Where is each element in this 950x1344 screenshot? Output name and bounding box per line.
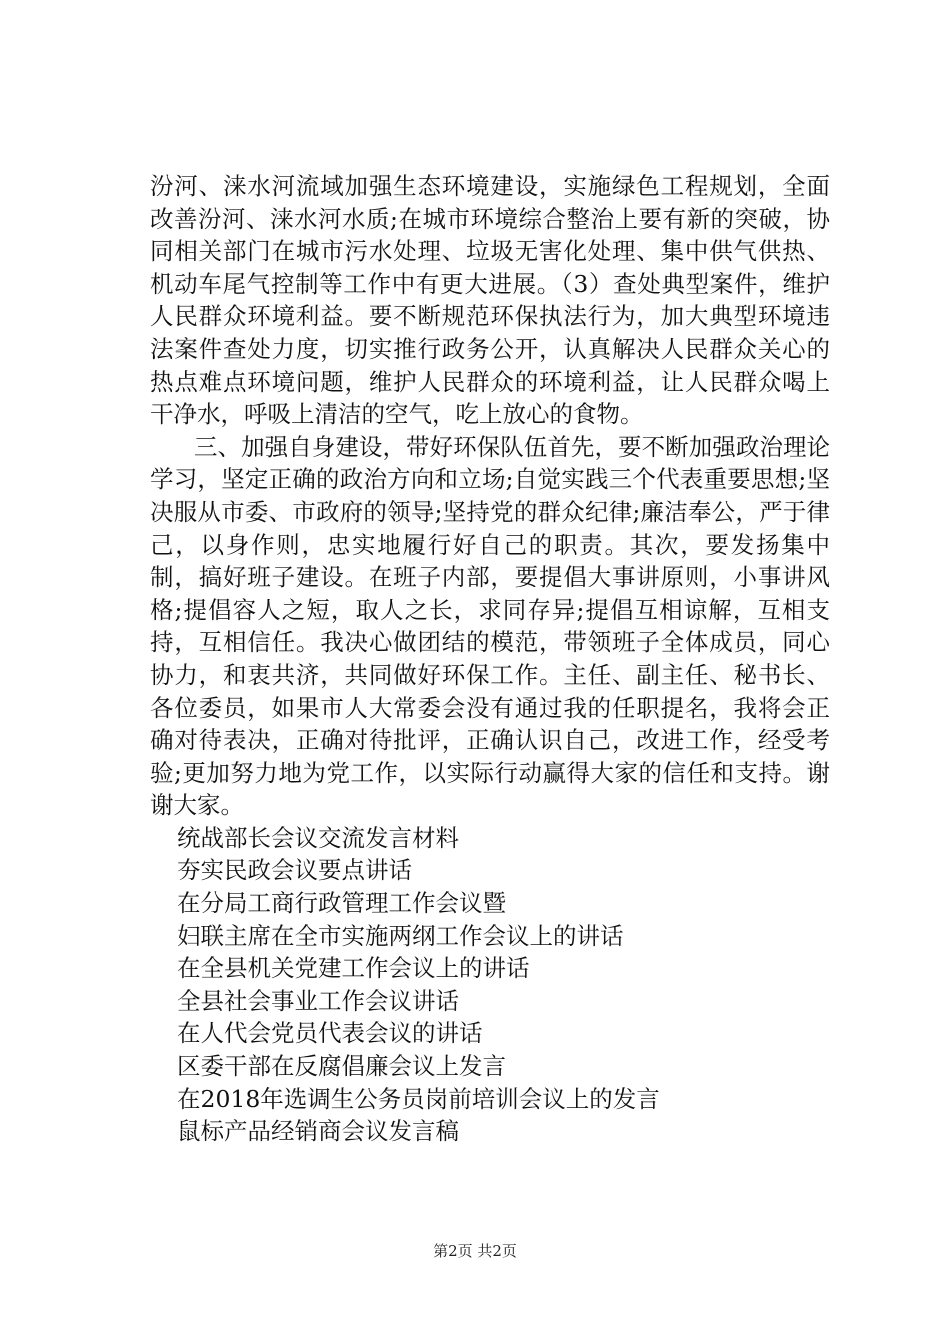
page-number-label: 第2页 共2页 [433,1242,517,1260]
related-title-item: 在人代会党员代表会议的讲话 [177,1019,483,1048]
related-title-item: 区委干部在反腐倡廉会议上发言 [177,1052,506,1081]
related-title-item: 夯实民政会议要点讲话 [177,856,412,885]
paragraph-self-building: 三、加强自身建设，带好环保队伍首先，要不断加强政治理论学习，坚定正确的政治方向和立场;自觉实践三个代表重要思想;坚决服从市委、市政府的领导;坚持党的群众纪律;廉洁奉公，严于律己，以身作则，忠实地履行好自己的职责。其次，要发扬集中制，搞好班子建设。在班子内部，要提倡大事讲原则，小事讲风格;提倡容人之短，取人之长，求同存异;提倡互相谅解，互相支持，互相信任。我决心做团结的模范，带领班子全体成员，同心协力，和衷共济，共同做好环保工作。主任、副主任、秘书长、各位委员，如果市人大常委会没有通过我的任职提名，我将会正确对待表决，正确对待批评，正确认识自己，改进工作，经受考验;更加努力地为党工作，以实际行动赢得大家的信任和支持。谢谢大家。 [150,432,830,820]
page-footer [0,1241,950,1261]
paragraph-continuation: 汾河、涞水河流域加强生态环境建设，实施绿色工程规划，全面改善汾河、涞水河水质;在城市环境综合整治上要有新的突破，协同相关部门在城市污水处理、垃圾无害化处理、集中供气供热、机动车尾气控制等工作中有更大进展。（3）查处典型案件，维护人民群众环境利益。要不断规范环保执法行为，加大典型环境违法案件查处力度，切实推行政务公开，认真解决人民群众关心的热点难点环境问题，维护人民群众的环境利益，让人民群众喝上干净水，呼吸上清洁的空气，吃上放心的食物。 [150,172,830,429]
related-title-item: 在分局工商行政管理工作会议暨 [177,889,506,918]
related-title-item: 全县社会事业工作会议讲话 [177,986,459,1015]
related-title-item: 鼠标产品经销商会议发言稿 [177,1117,459,1146]
related-title-item: 统战部长会议交流发言材料 [177,823,459,852]
related-title-item: 在2018年选调生公务员岗前培训会议上的发言 [177,1084,660,1113]
related-titles-list [150,822,830,1148]
document-body [150,170,830,1148]
related-title-item: 妇联主席在全市实施两纲工作会议上的讲话 [177,921,624,950]
related-title-item: 在全县机关党建工作会议上的讲话 [177,954,530,983]
